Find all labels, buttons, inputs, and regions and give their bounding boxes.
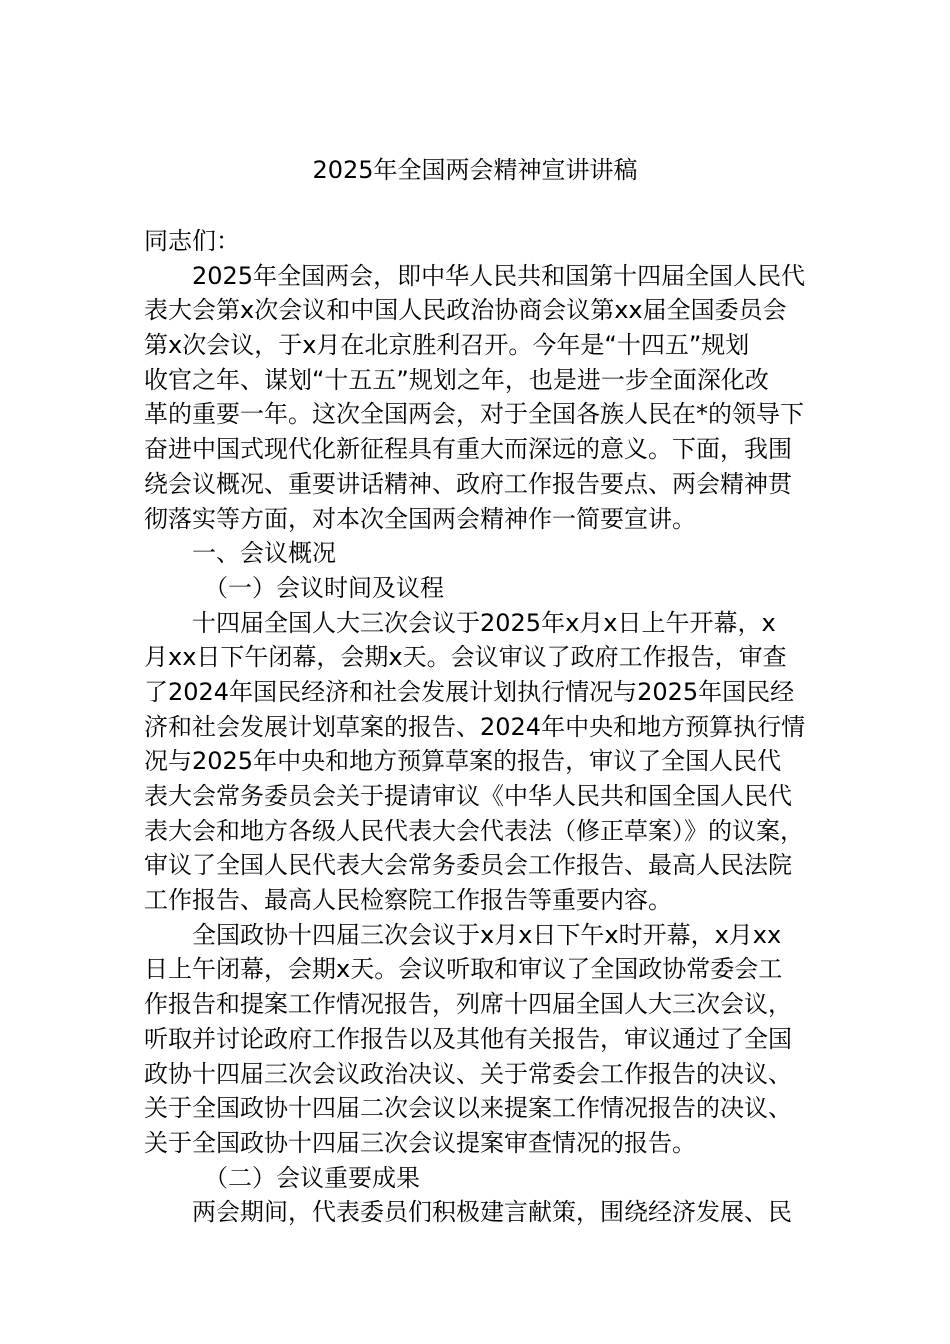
text-line: 政协十四届三次会议政治决议、关于常委会工作报告的决议、: [144, 1059, 792, 1088]
text-line: 听取并讨论政府工作报告以及其他有关报告，审议通过了全国: [144, 1024, 792, 1053]
text-line: 表大会和地方各级人民代表大会代表法（修正草案）》的议案，: [144, 816, 804, 845]
text-line: 作报告和提案工作情况报告，列席十四届全国人大三次会议，: [144, 990, 792, 1019]
text-line: 两会期间，代表委员们积极建言献策，围绕经济发展、民: [192, 1198, 792, 1227]
text-line: 济和社会发展计划草案的报告、2024年中央和地方预算执行情: [144, 712, 806, 741]
text-line: 日上午闭幕，会期x天。会议听取和审议了全国政协常委会工: [144, 955, 783, 984]
text-line: 月xx日下午闭幕，会期x天。会议审议了政府工作报告，审查: [144, 643, 787, 672]
text-line: 奋进中国式现代化新征程具有重大而深远的意义。下面，我围: [144, 435, 792, 464]
document-title: 2025年全国两会精神宣讲讲稿: [312, 156, 638, 184]
text-line: 了2024年国民经济和社会发展计划执行情况与2025年国民经: [144, 677, 795, 706]
text-line: 2025年全国两会，即中华人民共和国第十四届全国人民代: [192, 261, 806, 290]
text-line: 一、会议概况: [192, 539, 336, 568]
text-line: 工作报告、最高人民检察院工作报告等重要内容。: [144, 886, 672, 915]
text-line: 关于全国政协十四届二次会议以来提案工作情况报告的决议、: [144, 1094, 792, 1123]
text-line: （一）会议时间及议程: [204, 573, 444, 602]
text-line: 同志们：: [144, 227, 240, 255]
text-line: 绕会议概况、重要讲话精神、政府工作报告要点、两会精神贯: [144, 469, 792, 498]
text-line: 收官之年、谋划“十五五”规划之年，也是进一步全面深化改: [144, 365, 769, 394]
text-line: 革的重要一年。这次全国两会，对于全国各族人民在*的领导下: [144, 400, 804, 429]
text-line: 彻落实等方面，对本次全国两会精神作一简要宣讲。: [144, 504, 696, 533]
text-line: （二）会议重要成果: [204, 1163, 420, 1192]
text-line: 第x次会议，于x月在北京胜利召开。今年是“十四五”规划: [144, 331, 750, 360]
text-line: 审议了全国人民代表大会常务委员会工作报告、最高人民法院: [144, 851, 792, 880]
text-line: 表大会第x次会议和中国人民政治协商会议第xx届全国委员会: [144, 296, 787, 325]
document-body: [144, 224, 808, 1230]
text-line: 表大会常务委员会关于提请审议《中华人民共和国全国人民代: [144, 782, 792, 810]
text-line: 十四届全国人大三次会议于2025年x月x日上午开幕，x: [192, 608, 776, 637]
text-line: 关于全国政协十四届三次会议提案审查情况的报告。: [144, 1128, 696, 1157]
text-line: 况与2025年中央和地方预算草案的报告，审议了全国人民代: [144, 747, 782, 776]
text-line: 全国政协十四届三次会议于x月x日下午x时开幕，x月xx: [192, 920, 782, 949]
